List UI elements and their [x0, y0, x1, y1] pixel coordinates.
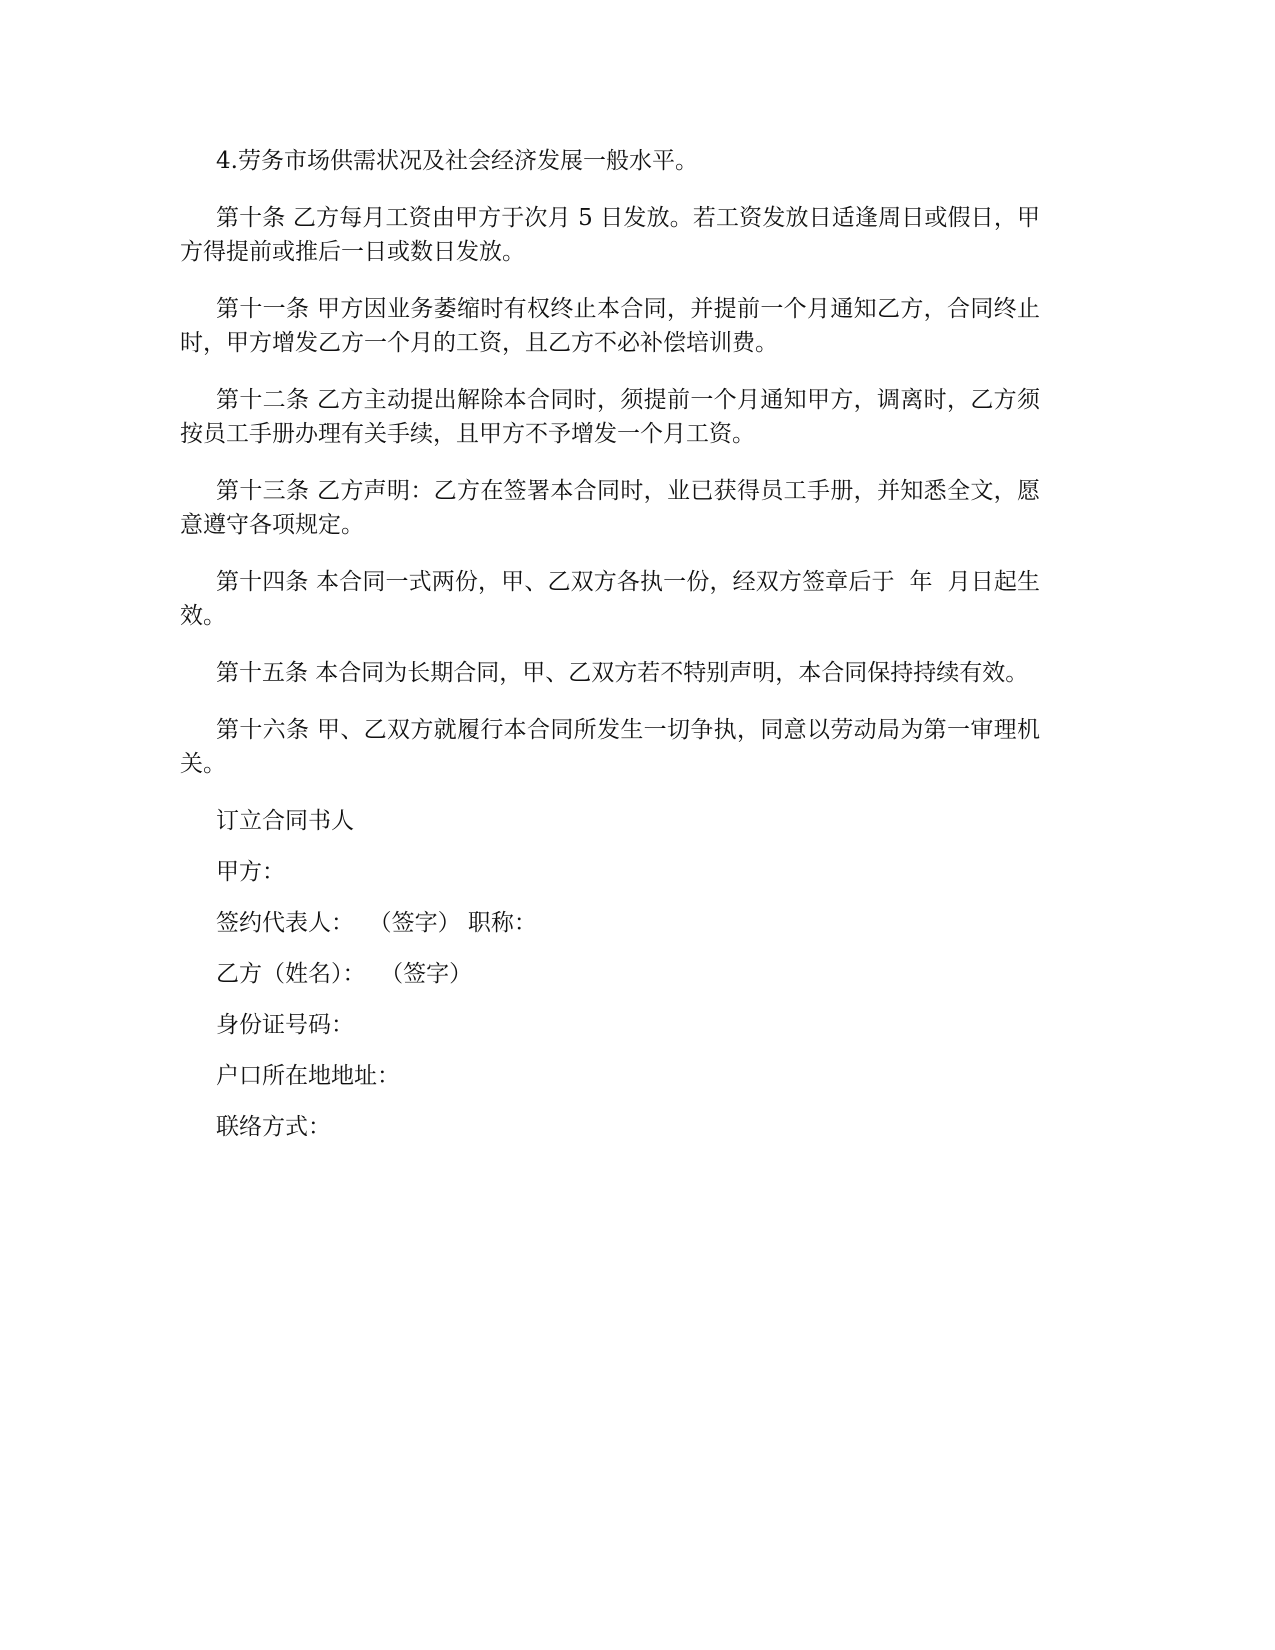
article-16: 第十六条 甲、乙双方就履行本合同所发生一切争执，同意以劳动局为第一审理机关。	[180, 717, 1040, 777]
contact-label: 联络方式：	[216, 1114, 331, 1140]
household-address-label: 户口所在地地址：	[216, 1063, 400, 1089]
party-b-label: 乙方（姓名）： （签字）	[216, 961, 473, 987]
signature-block	[180, 804, 1040, 1144]
paragraph-item-4: 4.劳务市场供需状况及社会经济发展一般水平。	[216, 148, 698, 174]
article-13: 第十三条 乙方声明：乙方在签署本合同时，业已获得员工手册，并知悉全文，愿意遵守各项规定。	[180, 478, 1040, 538]
id-number-label: 身份证号码：	[216, 1012, 354, 1038]
article-10: 第十条 乙方每月工资由甲方于次月 5 日发放。若工资发放日适逢周日或假日，甲方得提前或推后一日或数日发放。	[180, 205, 1040, 265]
document-body	[180, 144, 1040, 1161]
article-14: 第十四条 本合同一式两份，甲、乙双方各执一份，经双方签章后于 年 月日起生效。	[180, 569, 1040, 629]
article-11: 第十一条 甲方因业务萎缩时有权终止本合同，并提前一个月通知乙方，合同终止时，甲方增发乙方一个月的工资，且乙方不必补偿培训费。	[180, 296, 1040, 356]
signature-heading: 订立合同书人	[216, 808, 354, 834]
article-12: 第十二条 乙方主动提出解除本合同时，须提前一个月通知甲方，调离时，乙方须按员工手册办理有关手续，且甲方不予增发一个月工资。	[180, 387, 1040, 447]
representative-label: 签约代表人： （签字） 职称：	[216, 910, 537, 936]
party-a-label: 甲方：	[216, 859, 285, 885]
article-15: 第十五条 本合同为长期合同，甲、乙双方若不特别声明，本合同保持持续有效。	[216, 660, 1029, 686]
